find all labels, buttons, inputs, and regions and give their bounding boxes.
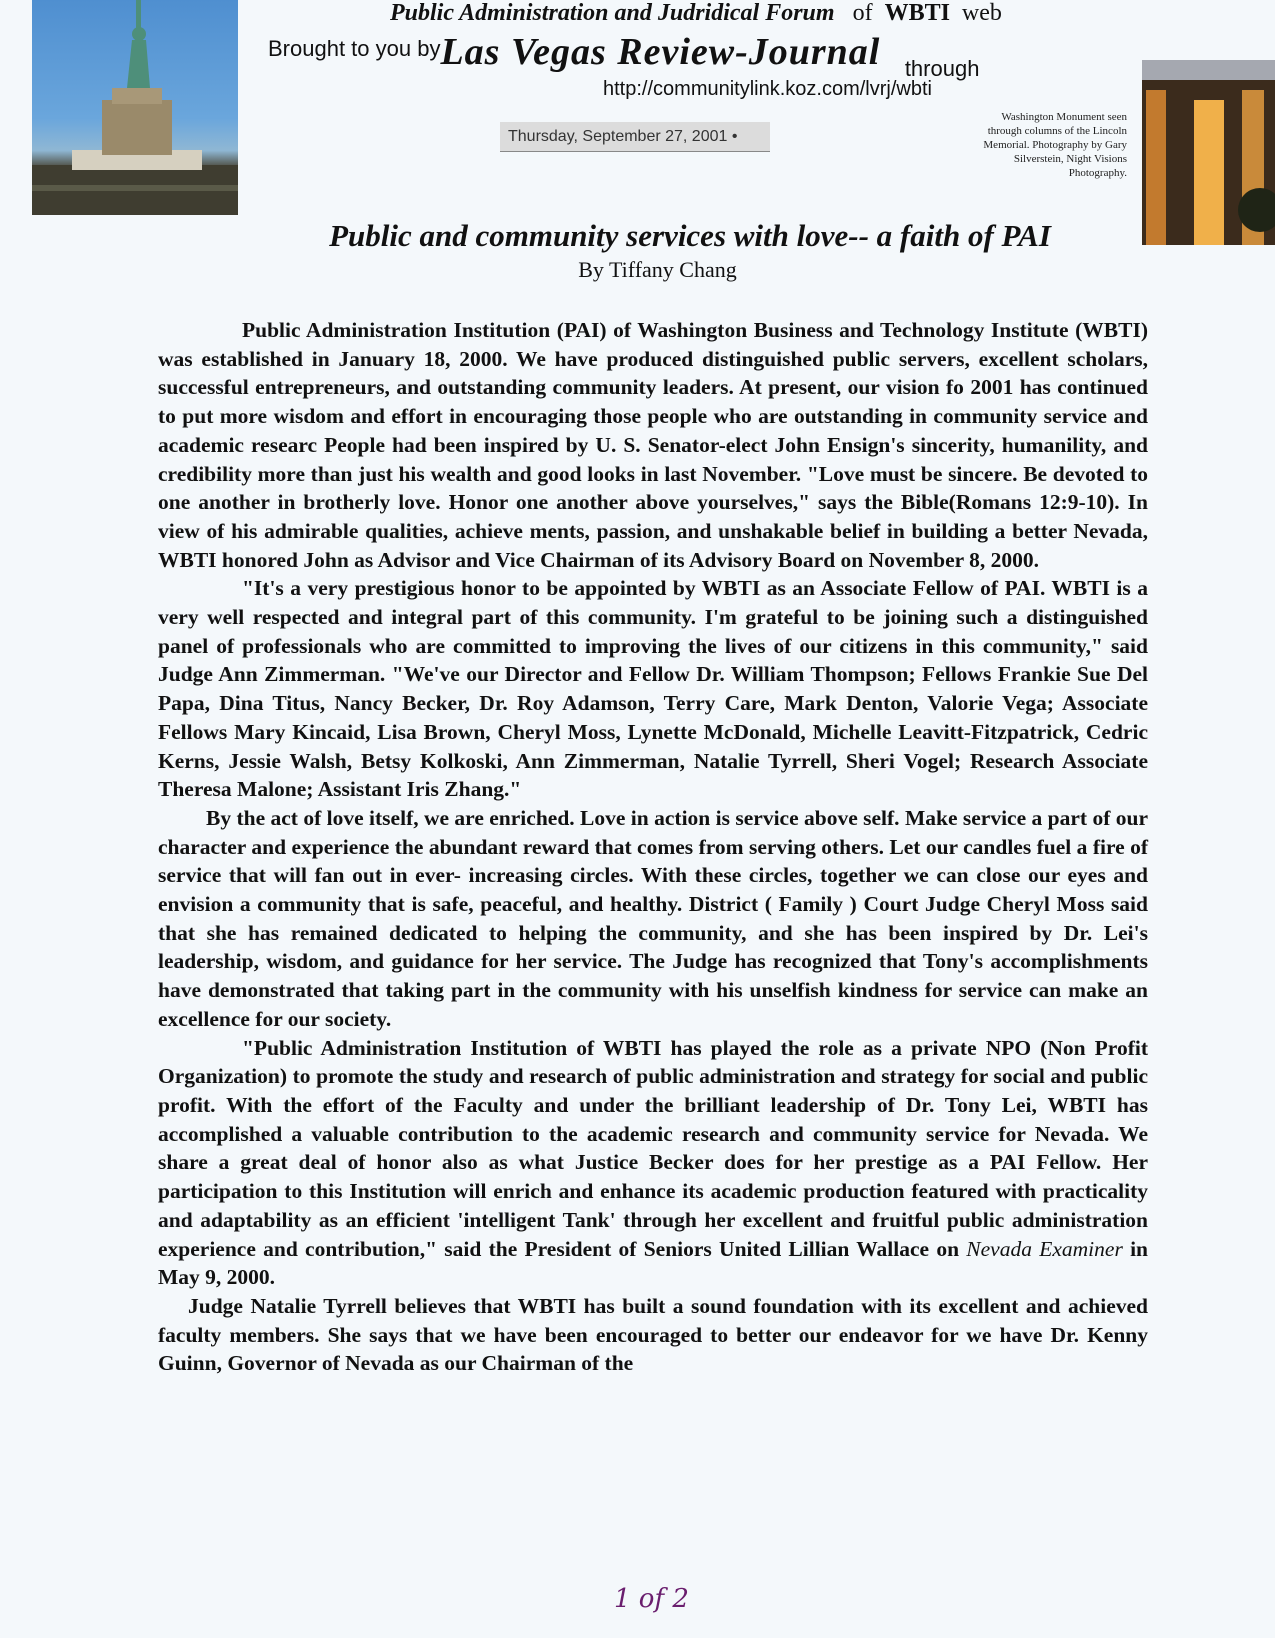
newspaper-masthead — [268, 22, 980, 81]
paragraph: "It's a very prestigious honor to be appointed by WBTI as an Associate Fellow of PAI. WBTI is a very well respected and integral part of this community. I'm grateful to be joining such a distinguished panel of professionals who are committed to improving the lives of our citizens in this community," said Judge Ann Zimmerman. "We've our Director and Fellow Dr. William Thompson; Fellows Frankie Sue Del Papa, Dina Titus, Nancy Becker, Dr. Roy Adamson, Terry Care, Mark Denton, Valorie Vega; Associate Fellows Mary Kincaid, Lisa Brown, Cheryl Moss, Lynette McDonald, Michelle Leavitt-Fitzpatrick, Cedric Kerns, Jessie Walsh, Betsy Kolkoski, Ann Zimmerman, Natalie Tyrrell, Sheri Vogel; Research Associate Theresa Malone; Assistant Iris Zhang." — [158, 576, 1148, 802]
article-byline: By Tiffany Chang — [578, 257, 737, 282]
article-title: Public and community services with love-- a faith of PAI — [329, 218, 1051, 253]
publication-date: Thursday, September 27, 2001 • — [500, 122, 770, 152]
statue-of-liberty-photo — [32, 0, 238, 215]
paragraph: "Public Administration Institution of WBTI has played the role as a private NPO (Non Profit Organization) to promote the study and research of public administration and strategy for social and public profit. With the effort of the Faculty and under the brilliant leadership of Dr. Tony Lei, WBTI has accomplished a valuable contribution to the academic research and community service for Nevada. We share a great deal of honor also as what Justice Becker does for her prestige as a PAI Fellow. Her participation to this Institution will enrich and enhance its academic production featured with practicality and adaptability as an efficient 'intelligent Tank' through her excellent and fruitful public administration experience and contribution," said the President of Seniors United Lillian Wallace on Nevada Examiner in May 9, 2000. — [158, 1035, 1149, 1290]
handwritten-page-number: 1 of 2 — [614, 1584, 689, 1614]
publication-name: Nevada Examiner — [966, 1236, 1123, 1261]
through-text: through — [904, 56, 980, 81]
paragraph: By the act of love itself, we are enriched. Love in action is service above self. Make service a part of our character and experience the abundant reward that comes from serving others. Let our candles fuel a fire of service that will fan out in ever- increasing circles. With these circles, together we can close our eyes and envision a community that is safe, peaceful, and healthy. District ( Family ) Court Judge Cheryl Moss said that she has remained dedicated to helping the community, and she has been inspired by Dr. Lei's leadership, wisdom, and guidance for her service. The Judge has recognized that Tony's accomplishments have demonstrated that taking part in the community with his unselfish kindness for service can make an excellence for our society. — [158, 805, 1148, 1031]
article-body — [158, 316, 1148, 1378]
brought-by-text: Brought to you by — [268, 36, 441, 61]
photo-caption: Washington Monument seen through columns of the Lincoln Memorial. Photography by Gary Silverstein, Night Visions Photography. — [983, 111, 1127, 179]
source-url: http://communitylink.koz.com/lvrj/wbti — [603, 78, 932, 100]
paragraph: Judge Natalie Tyrrell believes that WBTI has built a sound foundation with its excellent and achieved faculty members. She says that we have been encouraged to better our endeavor for we have Dr. Kenny Guinn, Governor of Nevada as our Chairman of the — [158, 1293, 1148, 1376]
forum-title: Public Administration and Judridical Forum of WBTI web — [390, 0, 1002, 26]
paragraph: Public Administration Institution (PAI) of Washington Business and Technology Institute (WBTI) was established in January 18, 2000. We have produced distinguished public servers, excellent scholars, successful entrepreneurs, and outstanding community leaders. At present, our vision fo 2001 has continued to put more wisdom and effort in encouraging those people who are outstanding in community service and academic researc People had been inspired by U. S. Senator-elect John Ensign's sincerity, humanility, and credibility more than just his wealth and good looks in last November. "Love must be sincere. Be devoted to one another in brotherly love. Honor one another above yourselves," says the Bible(Romans 12:9-10). In view of his admirable qualities, achieve ments, passion, and unshakable belief in building a better Nevada, WBTI honored John as Advisor and Vice Chairman of its Advisory Board on November 8, 2000. — [158, 318, 1148, 572]
newspaper-name: Las Vegas Review-Journal — [440, 31, 881, 73]
